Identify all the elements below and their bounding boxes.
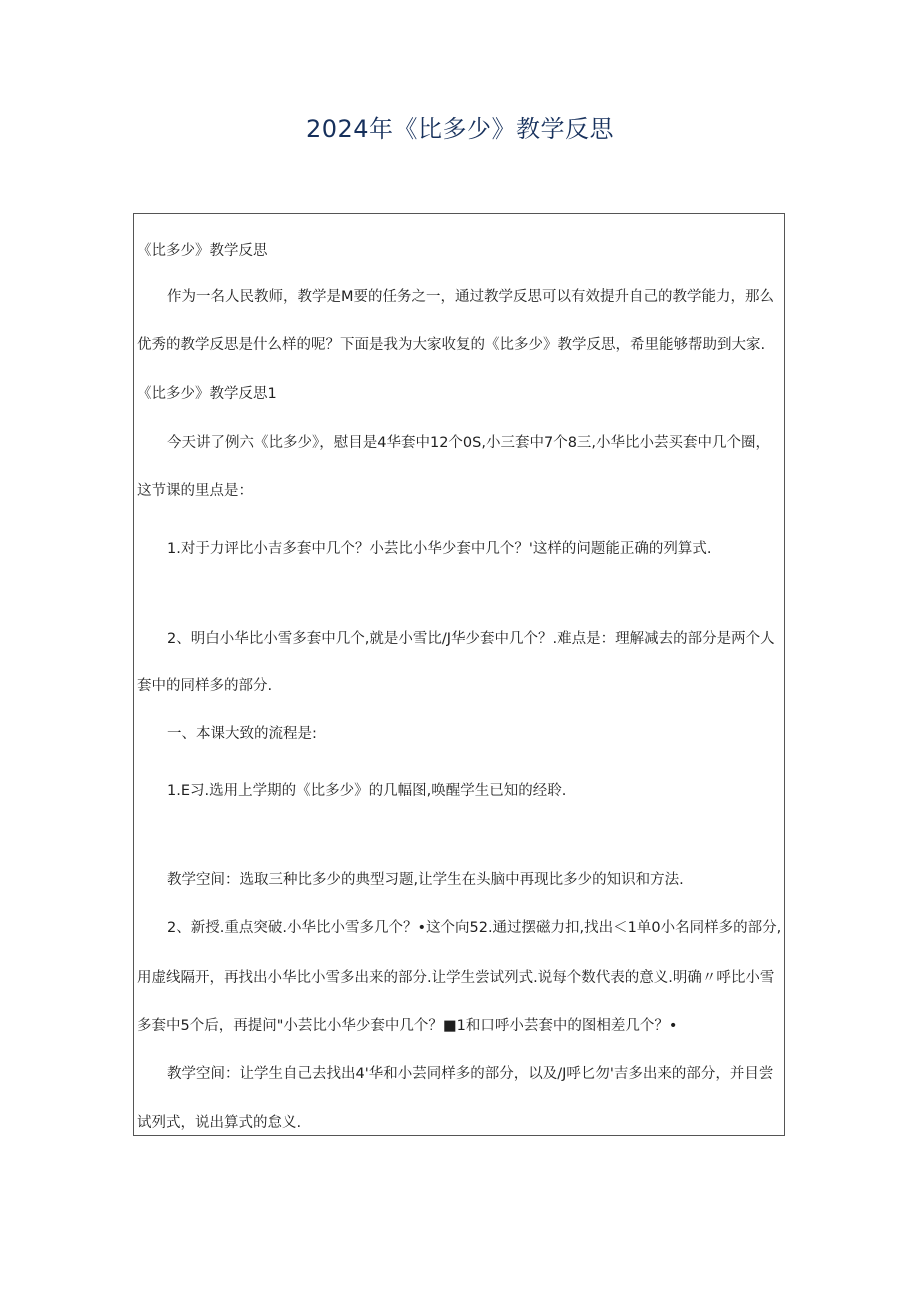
paragraph-line: 今天讲了例六《比多少》，慰目是4华套中12个0S,小三套中7个8三,小华比小芸买套中几个圈， — [167, 435, 771, 451]
paragraph-line: 作为一名人民教师，教学是M要的任务之一，通过教学反思可以有效提升自己的教学能力，那么 — [167, 289, 775, 305]
paragraph-line: 试列式，说出算式的怠义. — [137, 1115, 302, 1131]
section-heading: 《比多少》教学反思1 — [137, 386, 277, 402]
paragraph-line: 这节课的里点是： — [137, 483, 253, 499]
paragraph-line: 1.E习.选用上学期的《比多少》的几幅图,唤醒学生已知的经聆. — [167, 783, 567, 799]
paragraph-line: 1.对于力评比小吉多套中几个？小芸比小华少套中几个？'这样的问题能正确的列算式. — [167, 541, 712, 557]
content-box — [133, 213, 785, 1136]
paragraph-line: 教学空间：选取三种比多少的典型习题,让学生在头脑中再现比多少的知识和方法. — [167, 872, 684, 888]
paragraph-line: 教学空间：让学生自己去找出4'华和小芸同样多的部分，以及/J呼匕勿'吉多出来的部分，并目尝 — [167, 1066, 774, 1082]
paragraph-line: 多套中5个后，再提问"小芸比小华少套中几个？■1和口呼小芸套中的图相差几个？• — [137, 1018, 678, 1034]
paragraph-line: 优秀的教学反思是什么样的呢？下面是我为大家收复的《比多少》教学反思，希里能够帮助到大家. — [137, 337, 766, 353]
paragraph-line: 套中的同样多的部分. — [137, 678, 273, 694]
paragraph-line: 2、新授.重点突破.小华比小雪多几个？•这个向52.通过摆磁力扣,找出＜1单0小名同样多的部分, — [167, 920, 782, 936]
paragraph-line: 用虚线隔开，再找出小华比小雪多出来的部分.让学生尝试列式.说每个数代表的意义.明确〃呼比小雪 — [137, 970, 775, 986]
paragraph-line: 一、本课大致的流程是: — [167, 726, 317, 742]
section-heading: 《比多少》教学反思 — [137, 243, 268, 259]
document-title: 2024年《比多少》教学反思 — [305, 115, 615, 143]
paragraph-line: 2、明白小华比小雪多套中几个,就是小雪比/J华少套中几个？.难点是：理解减去的部分是两个人 — [167, 631, 775, 647]
